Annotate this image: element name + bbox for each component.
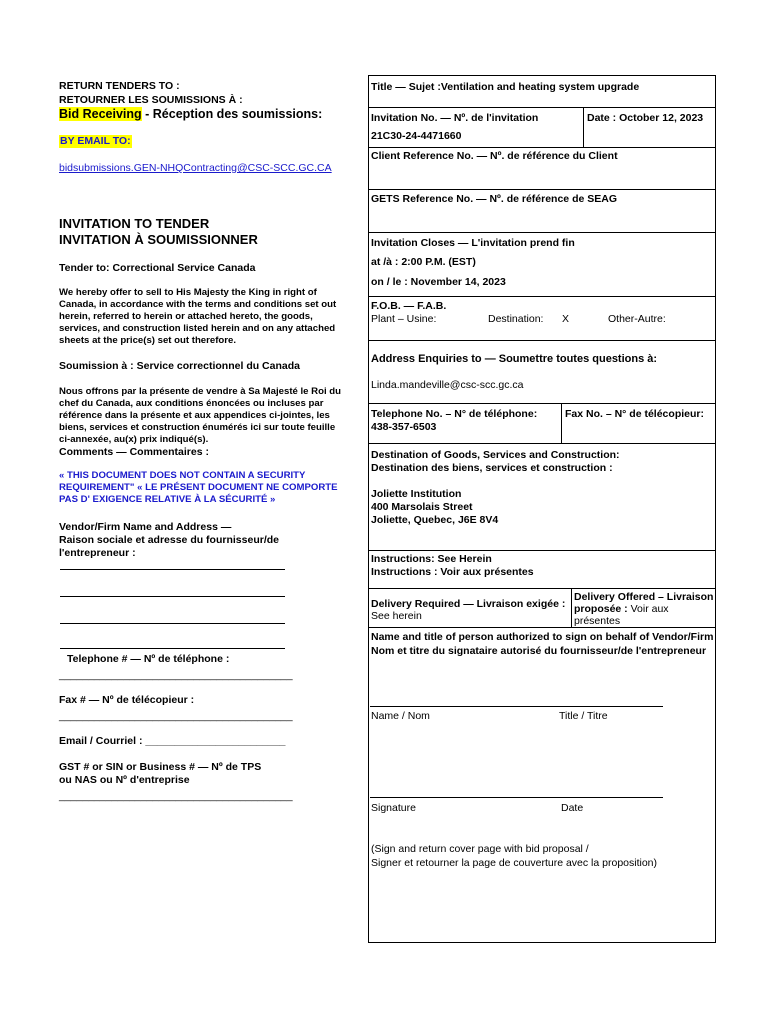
invitation-no-value: 21C30-24-4471660 — [371, 130, 462, 142]
client-reference: Client Reference No. — Nº. de référence du Client — [371, 150, 618, 162]
name-nom-label: Name / Nom — [371, 710, 430, 722]
rule — [368, 588, 716, 589]
rule — [368, 340, 716, 341]
rule — [368, 107, 716, 108]
invitation-title-en: INVITATION TO TENDER — [59, 216, 210, 231]
signature-label: Signature — [371, 802, 416, 814]
email-field[interactable]: Email / Courriel : ________________________ — [59, 735, 286, 747]
instructions-fr: Instructions : Voir aux présentes — [371, 566, 534, 578]
fax-label: Fax # — Nº de télécopieur : — [59, 694, 195, 706]
by-email-label: BY EMAIL TO: — [60, 135, 131, 147]
contact-email[interactable]: Linda.mandeville@csc-scc.gc.ca — [371, 379, 524, 391]
closes-time: at /à : 2:00 P.M. (EST) — [371, 256, 476, 268]
rule — [368, 189, 716, 190]
date-label: Date — [561, 802, 584, 814]
proposee-label: proposée : — [574, 603, 628, 615]
bid-receiving-heading — [59, 107, 322, 122]
rule — [368, 296, 716, 297]
bid-receiving-fr: - Réception des soumissions: — [141, 107, 323, 121]
telephone-field[interactable]: ________________________________________ — [59, 669, 293, 681]
return-tenders-en: RETURN TENDERS TO : — [59, 80, 180, 92]
delivery-required-value: See herein — [371, 610, 422, 622]
signature-line[interactable] — [370, 797, 663, 798]
vendor-label-fr: Raison sociale et adresse du fournisseur/de l'entrepreneur : — [59, 534, 279, 559]
instructions-en: Instructions: See Herein — [371, 553, 492, 565]
delivery-required: Delivery Required — Livraison exigée : — [371, 598, 566, 610]
destination-goods-en: Destination of Goods, Services and Construction: — [371, 449, 620, 461]
title-titre-label: Title / Titre — [559, 710, 608, 722]
gets-reference: GETS Reference No. — Nº. de référence de SEAG — [371, 193, 617, 205]
delivery-offered: Delivery Offered – Livraison — [574, 591, 714, 603]
invitation-no-label: Invitation No. — Nº. de l'invitation — [371, 112, 539, 124]
name-title-fr: Nom et titre du signataire autorisé du fournisseur/de l'entrepreneur — [371, 645, 707, 657]
divider — [561, 403, 562, 443]
name-title-en: Name and title of person authorized to sign on behalf of Vendor/Firm — [371, 631, 714, 643]
rule — [368, 627, 716, 628]
offer-paragraph-en: We hereby offer to sell to His Majesty the King in right of Canada, in accordance with the terms and conditions set out herein, referred to herein or attached hereto, the goods, services, and construction listed herein and on any attached sheets at the price(s) set out therefore. — [59, 287, 337, 346]
telephone-no-value: 438-357-6503 — [371, 421, 437, 433]
nas-label: ou NAS ou Nº d'entreprise — [59, 774, 190, 786]
vendor-line-1[interactable] — [60, 569, 285, 570]
security-note: « THIS DOCUMENT DOES NOT CONTAIN A SECURITY REQUIREMENT" « LE PRÉSENT DOCUMENT NE COMPORTE PAS D' EXIGENCE RELATIVE À LA SÉCURITÉ » — [59, 470, 338, 505]
vendor-line-3[interactable] — [60, 623, 285, 624]
return-tenders-fr: RETOURNER LES SOUMISSIONS À : — [59, 94, 243, 106]
other-label: Other-Autre: — [608, 313, 666, 325]
name-signature-line[interactable] — [370, 706, 663, 707]
divider — [571, 588, 572, 627]
divider — [583, 107, 584, 147]
institution-city: Joliette, Quebec, J6E 8V4 — [371, 514, 499, 526]
title-field: Title — Sujet :Ventilation and heating system upgrade — [371, 81, 640, 93]
offer-paragraph-fr: Nous offrons par la présente de vendre à Sa Majesté le Roi du chef du Canada, aux conditions énoncées ou incluses par référence dans la présente et aux appendices ci-jointes, les biens, services et construction énumérés ici sur toute feuille ci-annexée, au(x) prix indiqué(s). — [59, 386, 342, 445]
gst-field[interactable]: ________________________________________ — [59, 790, 293, 802]
rule — [368, 403, 716, 404]
soumission-a: Soumission à : Service correctionnel du Canada — [59, 360, 300, 372]
institution-street: 400 Marsolais Street — [371, 501, 473, 513]
rule — [368, 443, 716, 444]
vendor-line-4[interactable] — [60, 648, 285, 649]
rule — [368, 147, 716, 148]
comments-label: Comments — Commentaires : — [59, 446, 209, 458]
institution-name: Joliette Institution — [371, 488, 462, 500]
address-enquiries: Address Enquiries to — Soumettre toutes questions à: — [371, 353, 658, 365]
telephone-label: Telephone # — Nº de téléphone : — [67, 653, 230, 665]
rule — [368, 232, 716, 233]
closes-date: on / le : November 14, 2023 — [371, 276, 506, 288]
date-field: Date : October 12, 2023 — [587, 112, 704, 124]
bid-receiving-label: Bid Receiving — [59, 107, 142, 121]
invitation-title-fr: INVITATION À SOUMISSIONNER — [59, 232, 258, 247]
sign-return-fr: Signer et retourner la page de couverture avec la proposition) — [371, 857, 658, 869]
voir-aux: Voir aux — [630, 603, 669, 615]
presentes: présentes — [574, 615, 621, 627]
bid-email-link[interactable]: bidsubmissions.GEN-NHQContracting@CSC-SCC.GC.CA — [59, 162, 332, 174]
fax-no-label: Fax No. – N° de télécopieur: — [565, 408, 704, 420]
destination-goods-fr: Destination des biens, services et construction : — [371, 462, 613, 474]
destination-label: Destination: — [488, 313, 544, 325]
telephone-no-label: Telephone No. – N° de téléphone: — [371, 408, 538, 420]
fob-label: F.O.B. — F.A.B. — [371, 300, 447, 312]
vendor-label-en: Vendor/Firm Name and Address — — [59, 521, 232, 533]
sign-return-en: (Sign and return cover page with bid proposal / — [371, 843, 589, 855]
destination-check[interactable]: X — [562, 313, 570, 325]
fax-field[interactable]: ________________________________________ — [59, 710, 293, 722]
invitation-closes: Invitation Closes — L'invitation prend fin — [371, 237, 575, 249]
plant-label: Plant – Usine: — [371, 313, 437, 325]
gst-label: GST # or SIN or Business # — Nº de TPS — [59, 761, 262, 773]
vendor-line-2[interactable] — [60, 596, 285, 597]
tender-to: Tender to: Correctional Service Canada — [59, 262, 256, 274]
rule — [368, 550, 716, 551]
